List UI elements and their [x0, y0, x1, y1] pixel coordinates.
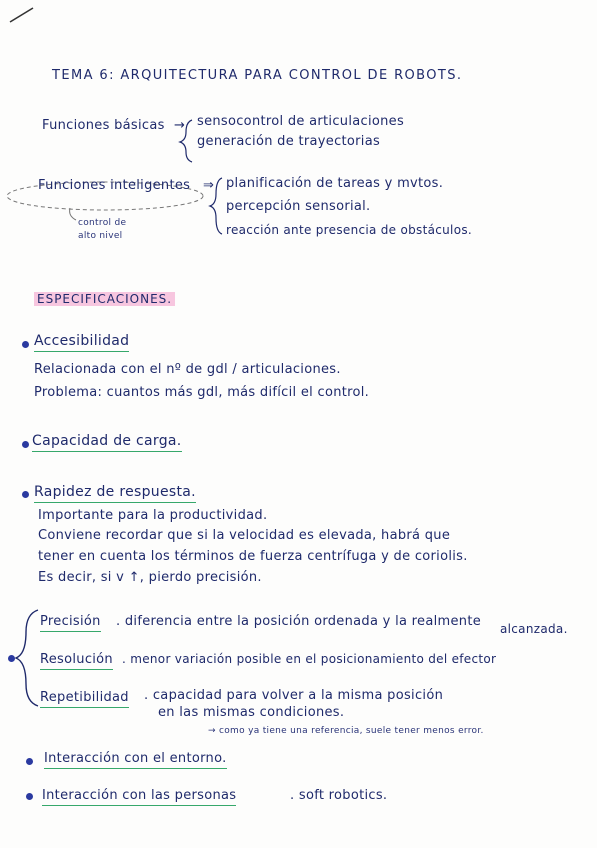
inteligentes-item-1: planificación de tareas y mvtos.	[226, 176, 444, 191]
rapidez-line-1: Importante para la productividad.	[38, 508, 268, 523]
funciones-basicas-label: Funciones básicas	[42, 118, 165, 133]
resolucion-definition: . menor variación posible en el posicionamiento del efector	[122, 652, 497, 666]
accesibilidad-line-1: Relacionada con el nº de gdl / articulaciones.	[34, 362, 341, 377]
rapidez-heading	[34, 484, 196, 500]
interaccion-entorno-heading	[44, 751, 227, 766]
accesibilidad-text: Accesibilidad	[34, 333, 129, 352]
arrow-glyph: ⇒	[203, 178, 215, 193]
bullet-dot	[8, 655, 15, 662]
repetibilidad-text: Repetibilidad	[40, 690, 129, 708]
repetibilidad-definition-2: en las mismas condiciones.	[158, 705, 345, 720]
bullet-dot	[22, 341, 29, 348]
especificaciones-text: ESPECIFICACIONES.	[34, 292, 175, 306]
rapidez-line-4: Es decir, si v ↑, pierdo precisión.	[38, 570, 262, 585]
interaccion-personas-text: Interacción con las personas	[42, 788, 236, 806]
interaccion-personas-definition: . soft robotics.	[290, 788, 388, 803]
capacidad-heading	[32, 433, 182, 449]
bullet-dot	[22, 491, 29, 498]
funciones-inteligentes-label: Funciones inteligentes	[38, 178, 191, 193]
bullet-dot	[22, 441, 29, 448]
arrow-glyph: →	[174, 118, 186, 133]
rapidez-line-3: tener en cuenta los términos de fuerza centrífuga y de coriolis.	[38, 549, 468, 564]
repetibilidad-note: → como ya tiene una referencia, suele tener menos error.	[208, 726, 484, 736]
resolucion-heading	[40, 652, 113, 667]
basicas-item-1: sensocontrol de articulaciones	[197, 114, 405, 129]
precision-definition-2: alcanzada.	[500, 622, 568, 636]
note-control-line1: control de	[78, 218, 127, 228]
rapidez-line-2: Conviene recordar que si la velocidad es elevada, habrá que	[38, 528, 451, 543]
brace-precision-group	[16, 610, 38, 706]
bullet-dot	[26, 758, 33, 765]
basicas-item-2: generación de trayectorias	[197, 134, 381, 149]
interaccion-entorno-text: Interacción con el entorno.	[44, 751, 227, 769]
inteligentes-item-3: reacción ante presencia de obstáculos.	[226, 223, 472, 237]
repetibilidad-heading	[40, 690, 129, 705]
note-control-line2: alto nivel	[78, 231, 123, 241]
page-title: TEMA 6: ARQUITECTURA PARA CONTROL DE ROBOTS.	[52, 68, 463, 83]
note-arrow	[70, 208, 76, 220]
capacidad-text: Capacidad de carga.	[32, 433, 182, 452]
inteligentes-item-2: percepción sensorial.	[226, 199, 371, 214]
precision-definition: . diferencia entre la posición ordenada y la realmente	[116, 614, 482, 629]
bullet-dot	[26, 793, 33, 800]
resolucion-text: Resolución	[40, 652, 113, 670]
rapidez-text: Rapidez de respuesta.	[34, 484, 196, 503]
precision-text: Precisión	[40, 614, 101, 632]
interaccion-personas-heading	[42, 788, 236, 803]
repetibilidad-definition: . capacidad para volver a la misma posición	[144, 688, 444, 703]
accesibilidad-line-2: Problema: cuantos más gdl, más difícil el control.	[34, 385, 370, 400]
especificaciones-heading	[34, 292, 175, 306]
precision-heading	[40, 614, 101, 629]
corner-slash-mark	[10, 8, 33, 22]
accesibilidad-heading	[34, 333, 129, 349]
